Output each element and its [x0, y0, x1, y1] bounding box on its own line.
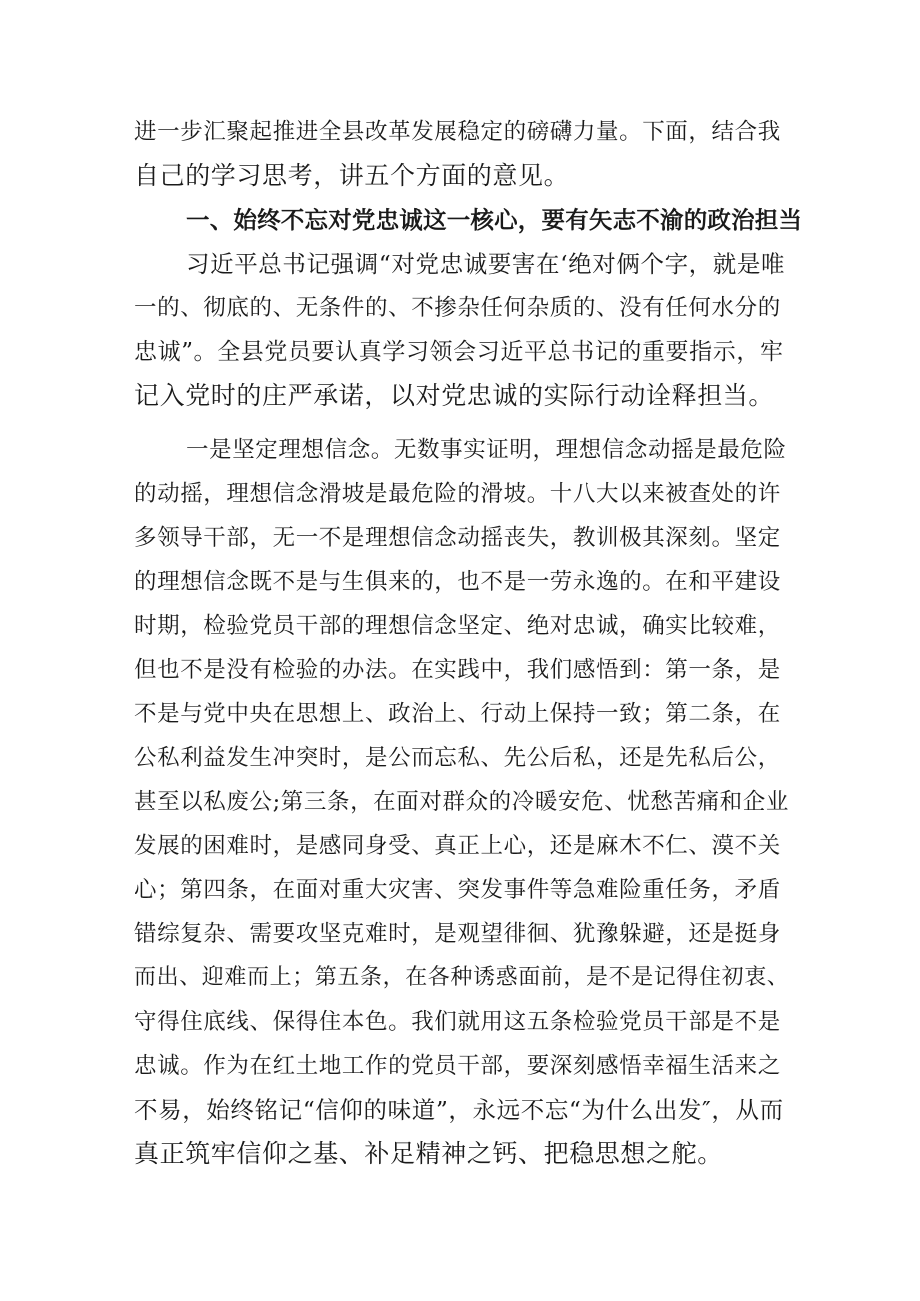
body-text-line: 忠诚。作为在红土地工作的党员干部，要深刻感悟幸福生活来之 [134, 1053, 781, 1079]
paragraph-first-line: 习近平总书记强调“对党忠诚要害在‘绝对俩个字，就是唯 [186, 250, 786, 278]
body-text-line: 不是与党中央在思想上、政治上、行动上保持一致；第二条，在 [134, 701, 781, 727]
body-text-line: 错综复杂、需要攻坚克难时，是观望徘徊、犹豫躲避，还是挺身 [134, 921, 781, 947]
body-text-line: 一的、彻底的、无条件的、不掺杂任何杂质的、没有任何水分的 [134, 295, 781, 321]
body-text-line: 不易，始终铭记“信仰的味道”，永远不忘“为什么出发″，从而 [134, 1096, 784, 1124]
body-text-line: 忠诚”。全县党员要认真学习领会习近平总书记的重要指示，牢 [134, 339, 784, 365]
body-text-line: 进一步汇聚起推进全县改革发展稳定的磅礴力量。下面，结合我 [134, 119, 781, 145]
body-text-line: 发展的困难时，是感同身受、真正上心，还是麻木不仁、漠不关 [134, 833, 781, 859]
paragraph-first-line: 一是坚定理想信念。无数事实证明，理想信念动摇是最危险 [186, 437, 787, 463]
body-text-line: 的理想信念既不是与生俱来的，也不是一劳永逸的。在和平建设 [134, 569, 781, 595]
body-text-line: 多领导干部，无一不是理想信念动摇丧失，教训极其深刻。坚定 [134, 525, 781, 551]
body-text-line: 的动摇，理想信念滑坡是最危险的滑坡。十八大以来被查处的许 [134, 481, 781, 507]
body-text-line: 心；第四条，在面对重大灾害、突发事件等急难险重任务，矛盾 [134, 877, 781, 903]
body-text-line: 记入党时的庄严承诺，以对党忠诚的实际行动诠释担当。 [134, 381, 775, 410]
body-text-line: 真正筑牢信仰之基、补足精神之钙、把稳思想之舵。 [134, 1139, 723, 1168]
section-heading: 一、始终不忘对党忠诚这一核心，要有矢志不渝的政治担当 [186, 206, 803, 234]
body-text-line: 甚至以私废公;第三条，在面对群众的冷暖安危、忧愁苦痛和企业 [134, 789, 789, 815]
body-text-line: 而出、迎难而上；第五条，在各种诱惑面前，是不是记得住初衷、 [134, 965, 790, 990]
body-text-line: 自己的学习思考，讲五个方面的意见。 [134, 161, 570, 190]
body-text-line: 时期，检验党员干部的理想信念坚定、绝对忠诚，确实比较难， [134, 613, 781, 639]
body-text-line: 公私利益发生冲突时，是公而忘私、先公后私，还是先私后公， [134, 745, 781, 771]
body-text-line: 守得住底线、保得住本色。我们就用这五条检验党员干部是不是 [134, 1009, 781, 1035]
body-text-line: 但也不是没有检验的办法。在实践中，我们感悟到：第一条，是 [134, 657, 781, 683]
